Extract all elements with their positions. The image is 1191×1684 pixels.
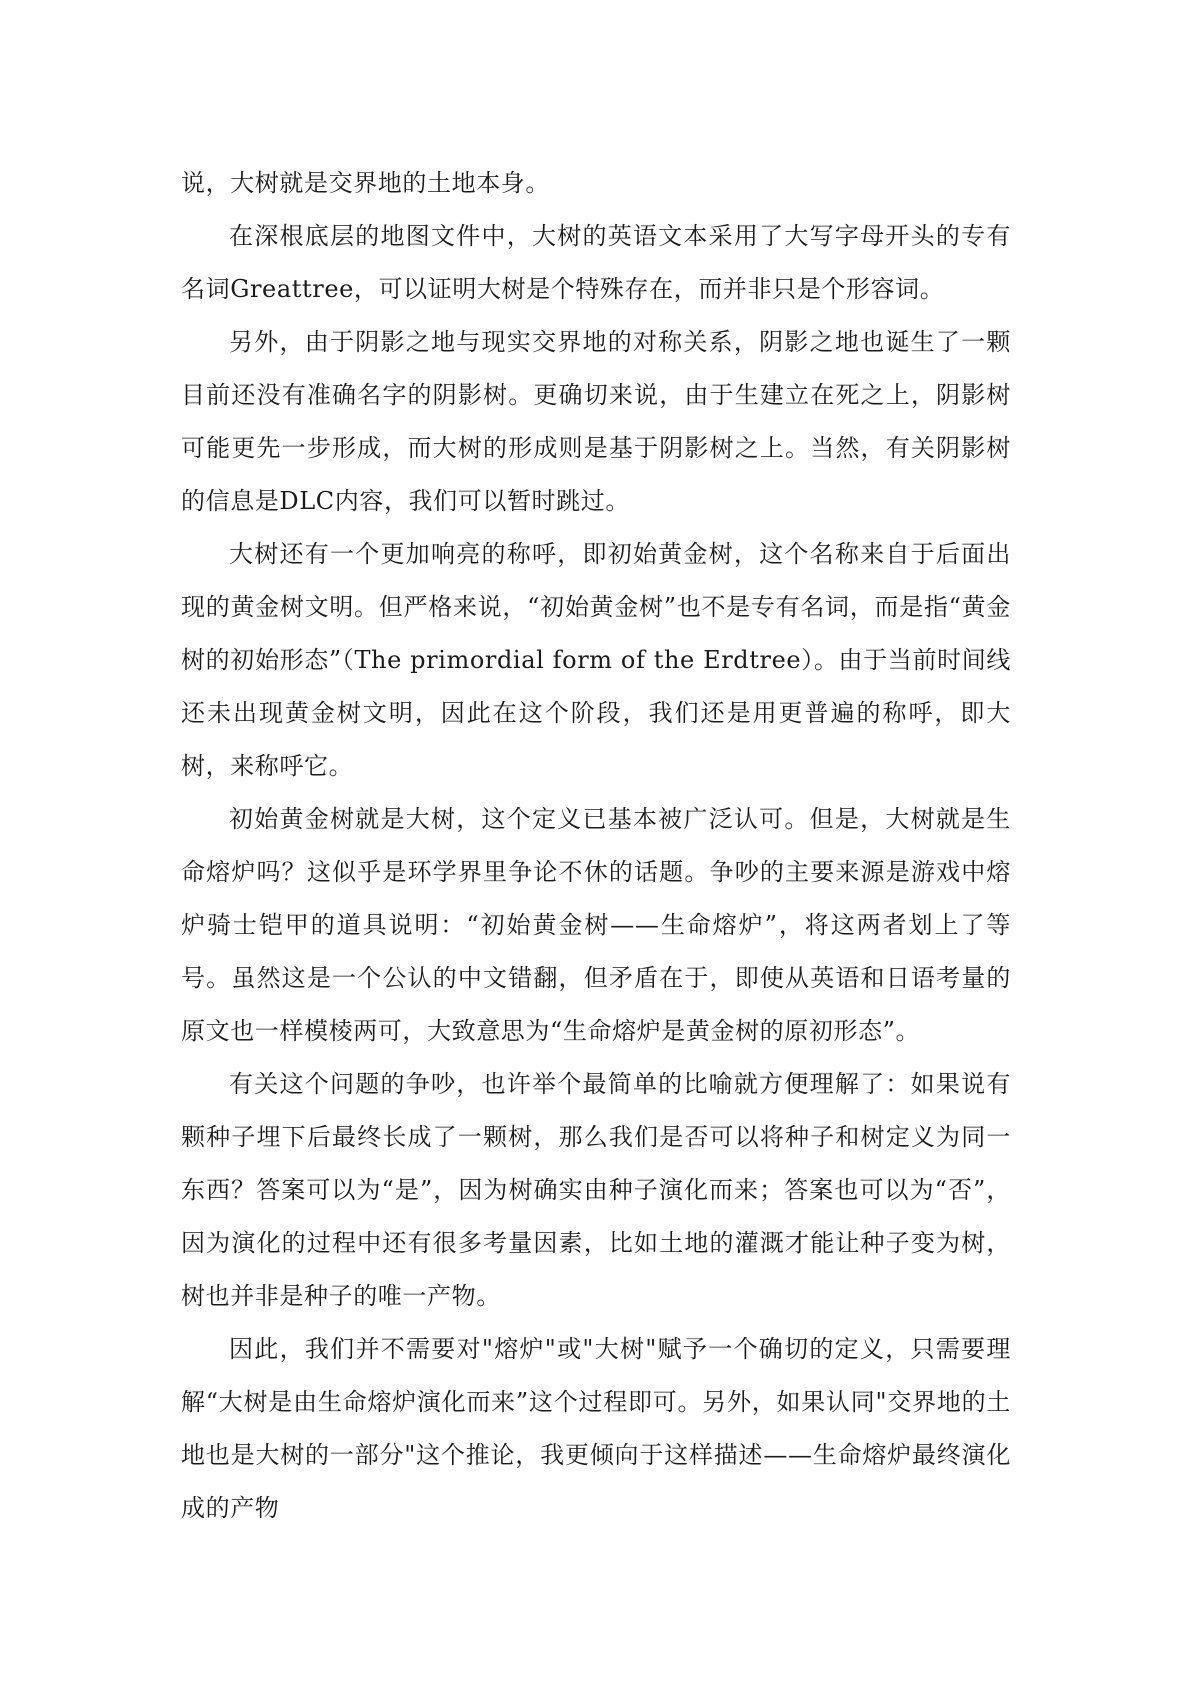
paragraph-2: 在深根底层的地图文件中，大树的英语文本采用了大写字母开头的专有名词Greattree，可以证明大树是个特殊存在，而并非只是个形容词。 <box>181 222 1011 303</box>
paragraph-3: 另外，由于阴影之地与现实交界地的对称关系，阴影之地也诞生了一颗目前还没有准确名字的阴影树。更确切来说，由于生建立在死之上，阴影树可能更先一步形成，而大树的形成则是基于阴影树之上。当然，有关阴影树的信息是DLC内容，我们可以暂时跳过。 <box>181 328 1011 515</box>
paragraph-5: 初始黄金树就是大树，这个定义已基本被广泛认可。但是，大树就是生命熔炉吗？这似乎是环学界里争论不休的话题。争吵的主要来源是游戏中熔炉骑士铠甲的道具说明：“初始黄金树——生命熔炉”，将这两者划上了等号。虽然这是一个公认的中文错翻，但矛盾在于，即使从英语和日语考量的原文也一样模棱两可，大致意思为“生命熔炉是黄金树的原初形态”。 <box>181 805 1011 1045</box>
paragraph-4: 大树还有一个更加响亮的称呼，即初始黄金树，这个名称来自于后面出现的黄金树文明。但严格来说，“初始黄金树”也不是专有名词，而是指“黄金树的初始形态”（The primordial form of the Erdtree）。由于当前时间线还未出现黄金树文明，因此在这个阶段，我们还是用更普遍的称呼，即大树，来称呼它。 <box>181 540 1011 780</box>
paragraph-7: 因此，我们并不需要对"熔炉"或"大树"赋予一个确切的定义，只需要理解“大树是由生命熔炉演化而来”这个过程即可。另外，如果认同"交界地的土地也是大树的一部分"这个推论，我更倾向于这样描述——生命熔炉最终演化成的产物 <box>181 1335 1011 1522</box>
paragraph-6: 有关这个问题的争吵，也许举个最简单的比喻就方便理解了：如果说有颗种子埋下后最终长成了一颗树，那么我们是否可以将种子和树定义为同一东西？答案可以为“是”，因为树确实由种子演化而来；答案也可以为“否”，因为演化的过程中还有很多考量因素，比如土地的灌溉才能让种子变为树，树也并非是种子的唯一产物。 <box>181 1070 1011 1310</box>
document-body <box>181 157 1011 1535</box>
paragraph-1: 说，大树就是交界地的土地本身。 <box>181 169 550 197</box>
